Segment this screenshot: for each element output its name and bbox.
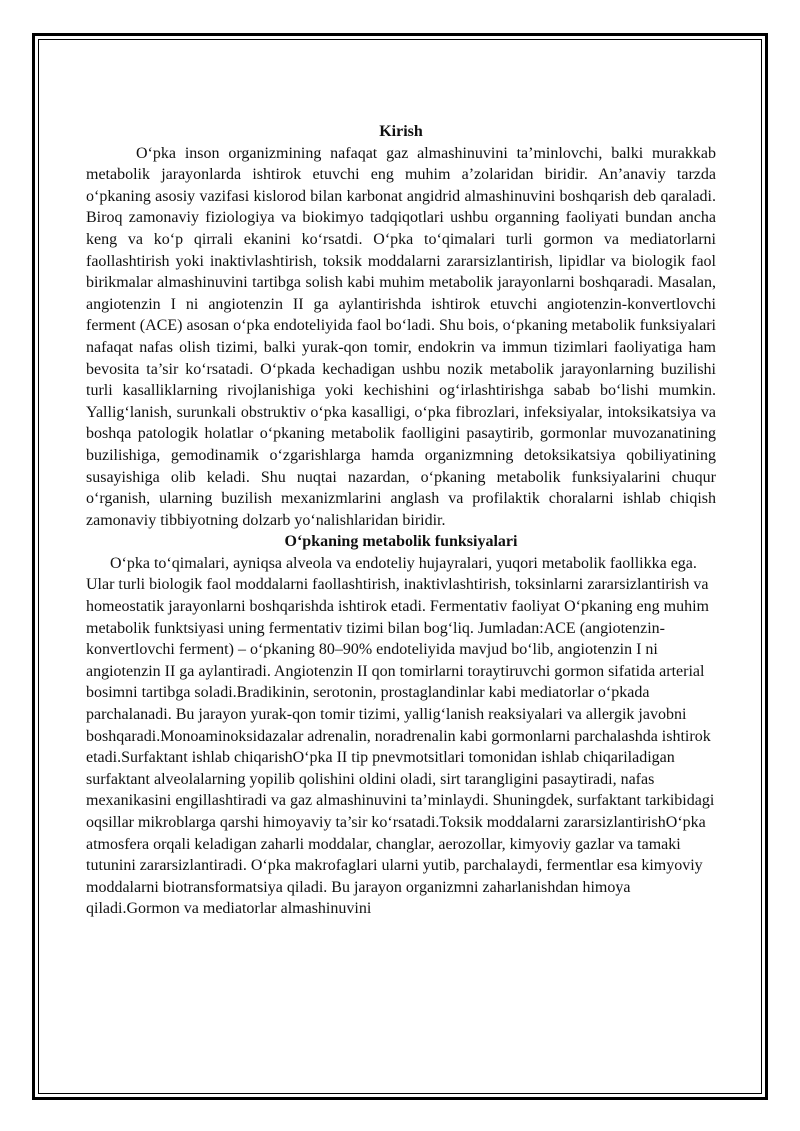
introduction-paragraph: O‘pka inson organizmining nafaqat gaz almashinuvini ta’minlovchi, balki murakkab metabolik jarayonlarda ishtirok etuvchi eng muhim a’zolaridan biridir. An’anaviy tarzda o‘pkaning asosiy vazifasi kislorod bilan karbonat angidrid almashinuvini boshqarish deb qaraladi. Biroq zamonaviy fiziologiya va biokimyo tadqiqotlari ushbu organning faoliyati bundan ancha keng va ko‘p qirrali ekanini ko‘rsatdi. O‘pka to‘qimalari turli gormon va mediatorlarni faollashtirish yoki inaktivlashtirish, toksik moddalarni zararsizlantirish, lipidlar va biologik faol birikmalar almashinuvini tartibga solish kabi muhim metabolik jarayonlarni boshqaradi. Masalan, angiotenzin I ni angiotenzin II ga aylantirishda ishtirok etuvchi angiotenzin-konvertlovchi ferment (ACE) asosan o‘pka endoteliyida faol bo‘ladi. Shu bois, o‘pkaning metabolik funksiyalari nafaqat nafas olish tizimi, balki yurak-qon tomir, endokrin va immun tizimlari faoliyatiga ham bevosita ta’sir ko‘rsatadi. O‘pkada kechadigan ushbu nozik metabolik jarayonlarning buzilishi turli kasalliklarning rivojlanishiga yoki kechishini og‘irlashtirishga sabab bo‘lishi mumkin. Yallig‘lanish, surunkali obstruktiv o‘pka kasalligi, o‘pka fibrozlari, infeksiyalar, intoksikatsiya va boshqa patologik holatlar o‘pkaning metabolik faolligini pasaytirib, gormonlar muvozanatining buzilishiga, gemodinamik o‘zgarishlarga hamda organizmning detoksikatsiya qobiliyatining susayishiga olib keladi. Shu nuqtai nazardan, o‘pkaning metabolik funksiyalarini chuqur o‘rganish, ularning buzilish mexanizmlarini anglash va profilaktik choralarni ishlab chiqish zamonaviy tibbiyotning dolzarb yo‘nalishlaridan biridir. (86, 144, 716, 529)
metabolic-functions-paragraph: O‘pka to‘qimalari, ayniqsa alveola va endoteliy hujayralari, yuqori metabolik faollikka ega. Ular turli biologik faol moddalarni faollashtirish, inaktivlashtirish, toksinlarni zararsizlantirish va homeostatik jarayonlarni boshqarishda ishtirok etadi. Fermentativ faoliyat O‘pkaning eng muhim metabolik funktsiyasi uning fermentativ tizimi bilan bog‘liq. Jumladan:ACE (angiotenzin-konvertlovchi ferment) – o‘pkaning 80–90% endoteliyida mavjud bo‘lib, angiotenzin I ni angiotenzin II ga aylantiradi. Angiotenzin II qon tomirlarni toraytiruvchi gormon sifatida arterial bosimni tartibga soladi.Bradikinin, serotonin, prostaglandinlar kabi mediatorlar o‘pkada parchalanadi. Bu jarayon yurak-qon tomir tizimi, yallig‘lanish reaksiyalari va allergik javobni boshqaradi.Monoaminoksidazalar adrenalin, noradrenalin kabi gormonlarni parchalashda ishtirok etadi.Surfaktant ishlab chiqarishO‘pka II tip pnevmotsitlari tomonidan ishlab chiqariladigan surfaktant alveolalarning yopilib qolishini oldini oladi, sirt tarangligini pasaytiradi, nafas mexanikasini engillashtiradi va gaz almashinuvini ta’minlaydi. Shuningdek, surfaktant tarkibidagi oqsillar mikroblarga qarshi himoyaviy ta’sir ko‘rsatadi.Toksik moddalarni zararsizlantirishO‘pka atmosfera orqali keladigan zaharli moddalar, changlar, aerozollar, kimyoviy gazlar va tamaki tutunini zararsizlantiradi. O‘pka makrofaglari ularni yutib, parchalaydi, fermentlar esa kimyoviy moddalarni biotransformatsiya qiladi. Bu jarayon organizmni zaharlanishdan himoya qiladi.Gormon va mediatorlar almashinuvini (86, 554, 715, 918)
document-body (86, 121, 716, 920)
section-heading-introduction: Kirish (379, 123, 423, 140)
section-heading-metabolic-functions: O‘pkaning metabolik funksiyalari (284, 533, 518, 551)
